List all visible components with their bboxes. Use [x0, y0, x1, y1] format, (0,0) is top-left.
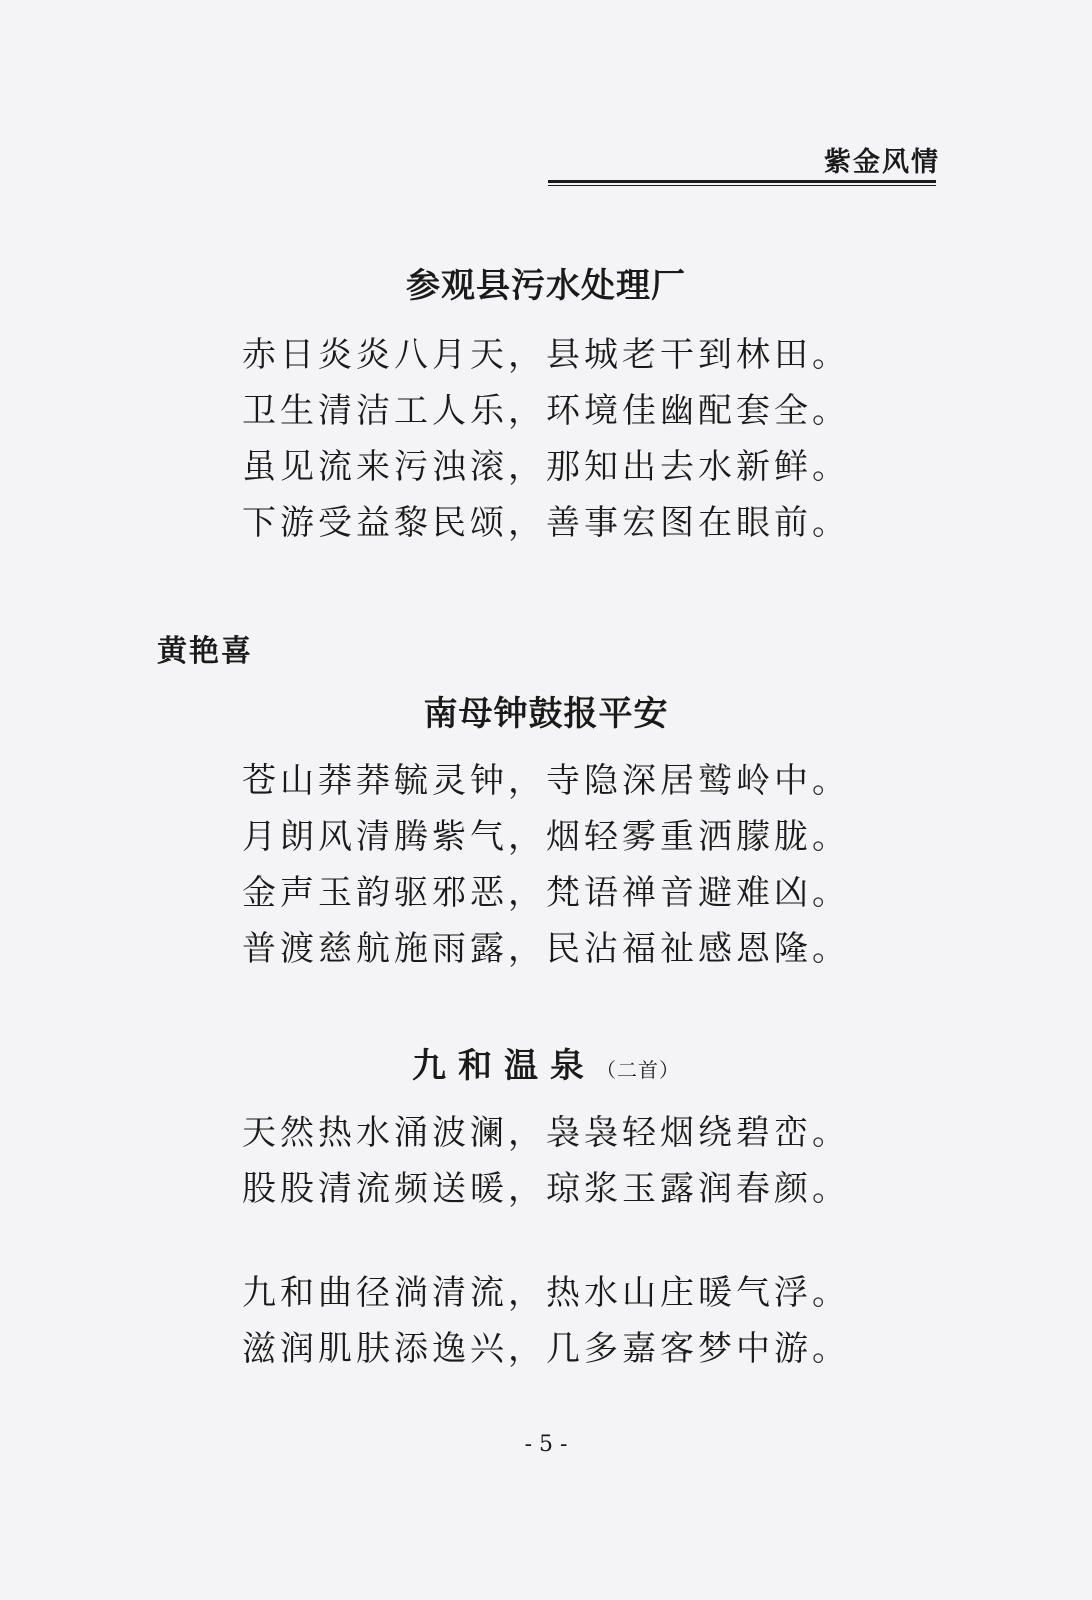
poem-title [0, 1038, 1092, 1087]
poem-line: 月朗风清腾紫气，烟轻雾重洒朦胧。 [242, 817, 850, 857]
poem-line: 天然热水涌波澜，袅袅轻烟绕碧峦。 [242, 1113, 850, 1153]
running-header: 紫金风情 [824, 147, 940, 178]
poem-line: 赤日炎炎八月天，县城老干到林田。 [242, 335, 850, 375]
header-rule-thin [548, 185, 936, 186]
poem-line: 九和曲径淌清流，热水山庄暖气浮。 [242, 1273, 850, 1313]
page-number: - 5 - [524, 1432, 568, 1457]
poem-line: 股股清流频送暖，琼浆玉露润春颜。 [242, 1169, 850, 1209]
author-name: 黄艳喜 [157, 634, 253, 669]
poem-line: 下游受益黎民颂，善事宏图在眼前。 [242, 503, 850, 543]
header-rule [548, 180, 936, 183]
poem-line: 卫生清洁工人乐，环境佳幽配套全。 [242, 391, 850, 431]
poem-title-text: 九和温泉 [412, 1046, 596, 1086]
poem-line: 滋润肌肤添逸兴，几多嘉客梦中游。 [242, 1329, 850, 1369]
poem-title: 南母钟鼓报平安 [423, 694, 669, 734]
poem-line: 苍山莽莽毓灵钟，寺隐深居鹫岭中。 [242, 761, 850, 801]
poem-title: 参观县污水处理厂 [406, 266, 686, 306]
poem-line: 虽见流来污浊滚，那知出去水新鲜。 [242, 447, 850, 487]
poem-line: 金声玉韵驱邪恶，梵语禅音避难凶。 [242, 873, 850, 913]
poem-title-note: （二首） [596, 1058, 680, 1082]
poem-line: 普渡慈航施雨露，民沾福祉感恩隆。 [242, 929, 850, 969]
